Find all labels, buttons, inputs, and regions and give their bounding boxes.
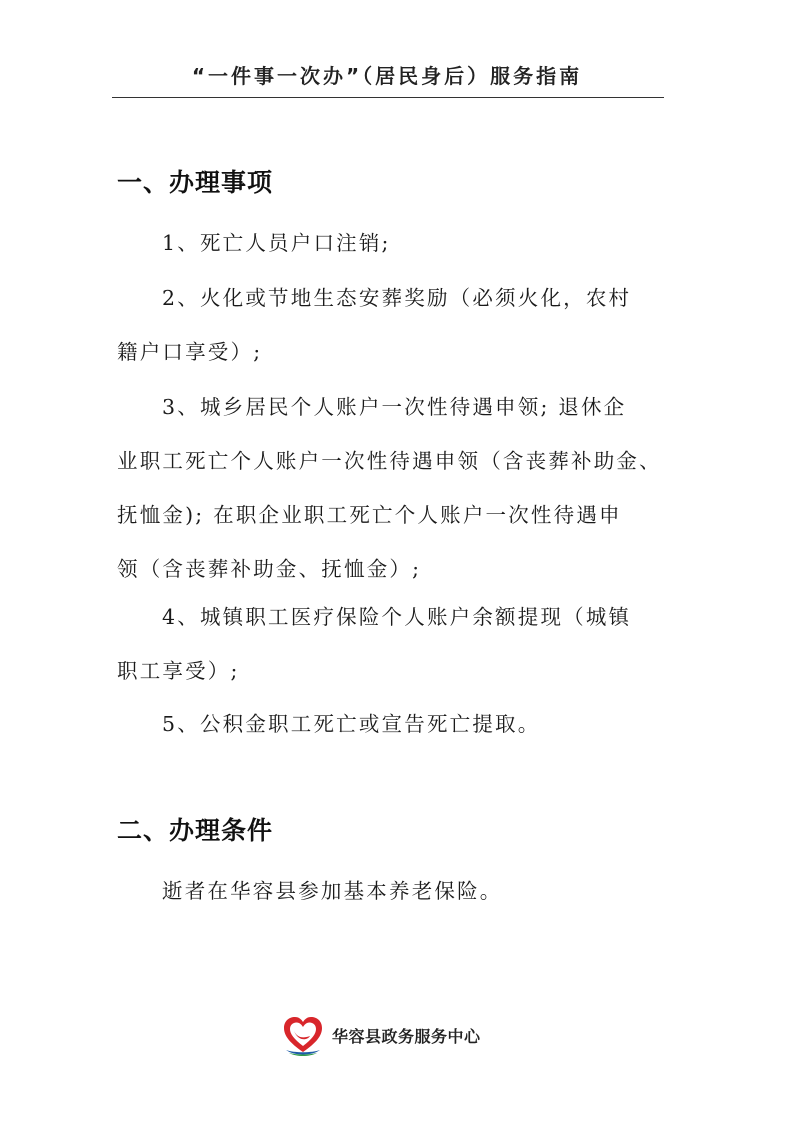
paragraph-line: 1、死亡人员户口注销; [162, 231, 391, 255]
list-item [117, 697, 667, 751]
paragraph-line: 籍户口享受）; [117, 340, 263, 364]
paragraph-line: 2、火化或节地生态安葬奖励（必须火化，农村 [162, 286, 632, 310]
paragraph-line: 逝者在华容县参加基本养老保险。 [162, 879, 503, 903]
header-divider [112, 97, 664, 98]
section-heading-conditions: 二、办理条件 [117, 816, 274, 845]
section-heading-matters: 一、办理事项 [117, 168, 274, 197]
paragraph-line: 抚恤金); 在职企业职工死亡个人账户一次性待遇申 [117, 503, 622, 527]
paragraph-line: 5、公积金职工死亡或宣告死亡提取。 [162, 712, 541, 736]
page-title: “一件事一次办”（居民身后）服务指南 [191, 64, 583, 88]
org-name: 华容县政务服务中心 [332, 1026, 481, 1046]
list-item [117, 864, 667, 918]
paragraph-line: 4、城镇职工医疗保险个人账户余额提现（城镇 [162, 605, 632, 629]
heart-emblem-icon [280, 1012, 326, 1058]
list-item [117, 271, 667, 379]
paragraph-line: 职工享受）; [117, 659, 240, 683]
list-item [117, 380, 667, 596]
paragraph-line: 业职工死亡个人账户一次性待遇申领（含丧葬补助金、 [117, 449, 662, 473]
list-item [117, 590, 667, 698]
list-item [117, 216, 667, 270]
paragraph-line: 领（含丧葬补助金、抚恤金）; [117, 557, 422, 581]
footer-brand [280, 1012, 481, 1058]
paragraph-line: 3、城乡居民个人账户一次性待遇申领; 退休企 [162, 395, 627, 419]
